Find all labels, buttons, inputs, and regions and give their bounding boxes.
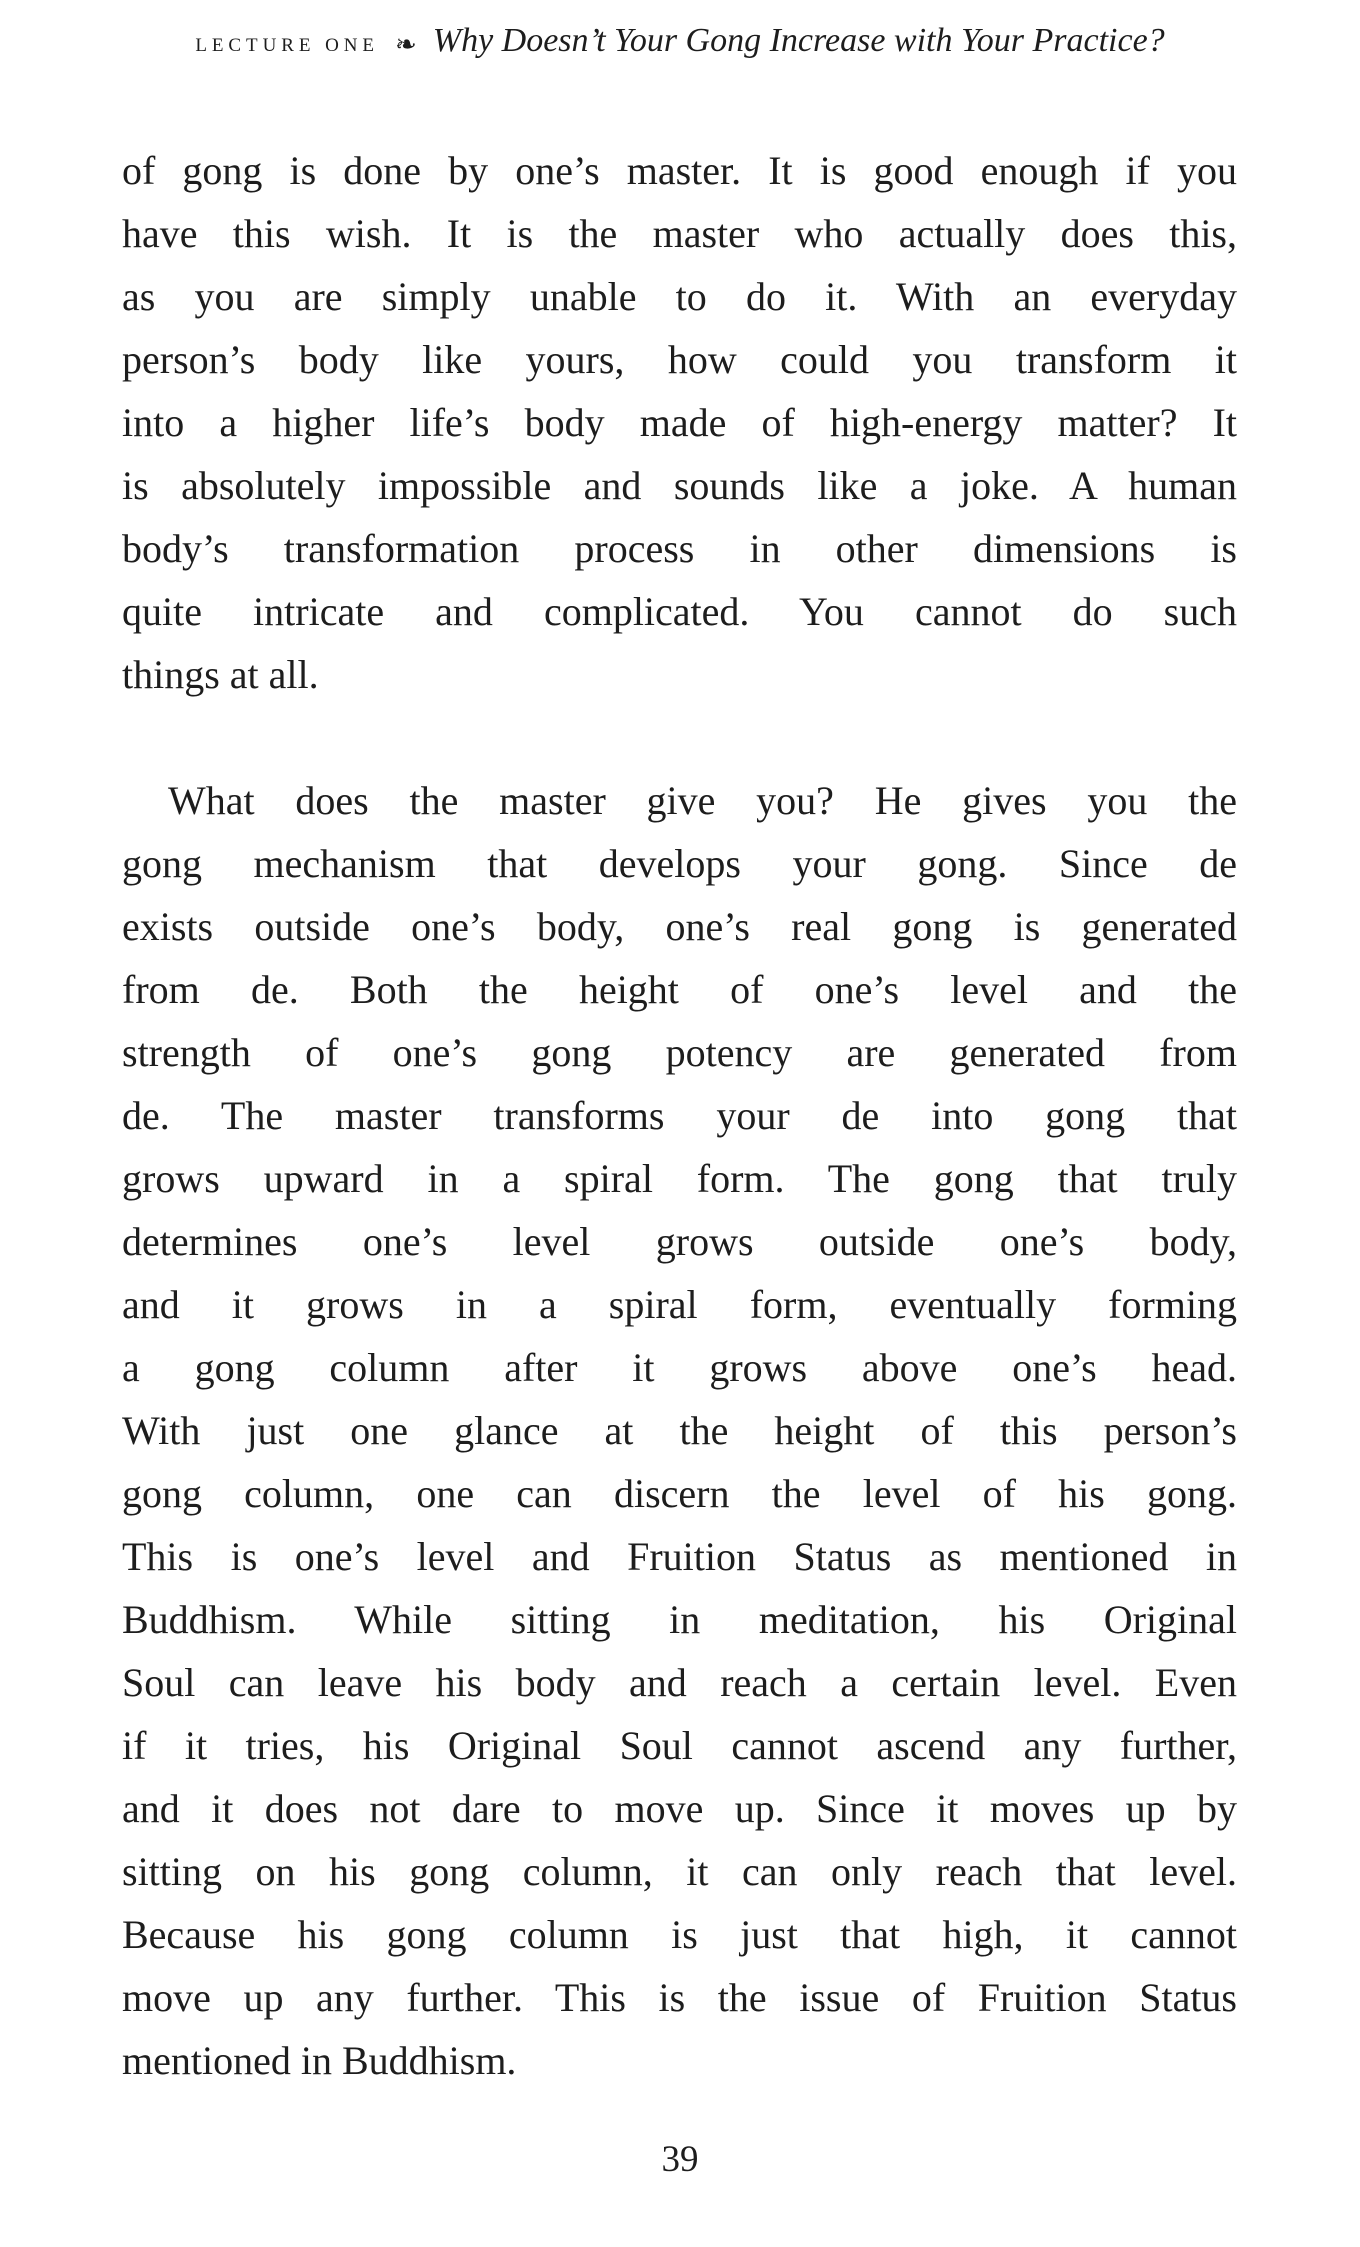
- text-line: gong mechanism that develops your gong. Since de: [122, 841, 1237, 886]
- text-line: things at all.: [122, 652, 319, 697]
- text-line: a gong column after it grows above one’s head.: [122, 1345, 1237, 1390]
- text-line: move up any further. This is the issue of Fruition Status: [122, 1975, 1237, 2020]
- text-line: into a higher life’s body made of high-energy matter? It: [122, 400, 1237, 445]
- text-line: is absolutely impossible and sounds like a joke. A human: [122, 463, 1237, 508]
- text-line: Because his gong column is just that high, it cannot: [122, 1912, 1237, 1957]
- text-line: exists outside one’s body, one’s real gong is generated: [122, 904, 1237, 949]
- text-line: from de. Both the height of one’s level and the: [122, 967, 1237, 1012]
- text-line: and it does not dare to move up. Since it moves up by: [122, 1786, 1237, 1831]
- text-line: de. The master transforms your de into gong that: [122, 1093, 1237, 1138]
- leaf-ornament-icon: ❧: [394, 30, 417, 59]
- text-line: as you are simply unable to do it. With an everyday: [122, 274, 1237, 319]
- text-line: and it grows in a spiral form, eventually forming: [122, 1282, 1237, 1327]
- text-line: What does the master give you? He gives you the: [168, 778, 1237, 823]
- text-line: mentioned in Buddhism.: [122, 2038, 517, 2083]
- text-line: Soul can leave his body and reach a certain level. Even: [122, 1660, 1237, 1705]
- text-line: if it tries, his Original Soul cannot ascend any further,: [122, 1723, 1237, 1768]
- running-header: [0, 22, 1360, 60]
- text-line: grows upward in a spiral form. The gong that truly: [122, 1156, 1237, 1201]
- text-line: This is one’s level and Fruition Status as mentioned in: [122, 1534, 1237, 1579]
- text-line: quite intricate and complicated. You cannot do such: [122, 589, 1237, 634]
- page-number: 39: [661, 2139, 699, 2180]
- text-line: With just one glance at the height of this person’s: [122, 1408, 1237, 1453]
- text-line: of gong is done by one’s master. It is good enough if you: [122, 148, 1237, 193]
- text-line: determines one’s level grows outside one’s body,: [122, 1219, 1237, 1264]
- chapter-title: Why Doesn’t Your Gong Increase with Your Practice?: [432, 22, 1165, 59]
- paragraph-1: [122, 139, 1237, 706]
- body-text: [122, 139, 1237, 2092]
- text-line: have this wish. It is the master who actually does this,: [122, 211, 1237, 256]
- paragraph-2: [122, 769, 1237, 2092]
- text-line: Buddhism. While sitting in meditation, his Original: [122, 1597, 1237, 1642]
- text-line: body’s transformation process in other dimensions is: [122, 526, 1237, 571]
- text-line: sitting on his gong column, it can only reach that level.: [122, 1849, 1237, 1894]
- lecture-label: LECTURE ONE: [195, 35, 379, 56]
- text-line: strength of one’s gong potency are generated from: [122, 1030, 1237, 1075]
- text-line: person’s body like yours, how could you transform it: [122, 337, 1237, 382]
- text-line: gong column, one can discern the level of his gong.: [122, 1471, 1237, 1516]
